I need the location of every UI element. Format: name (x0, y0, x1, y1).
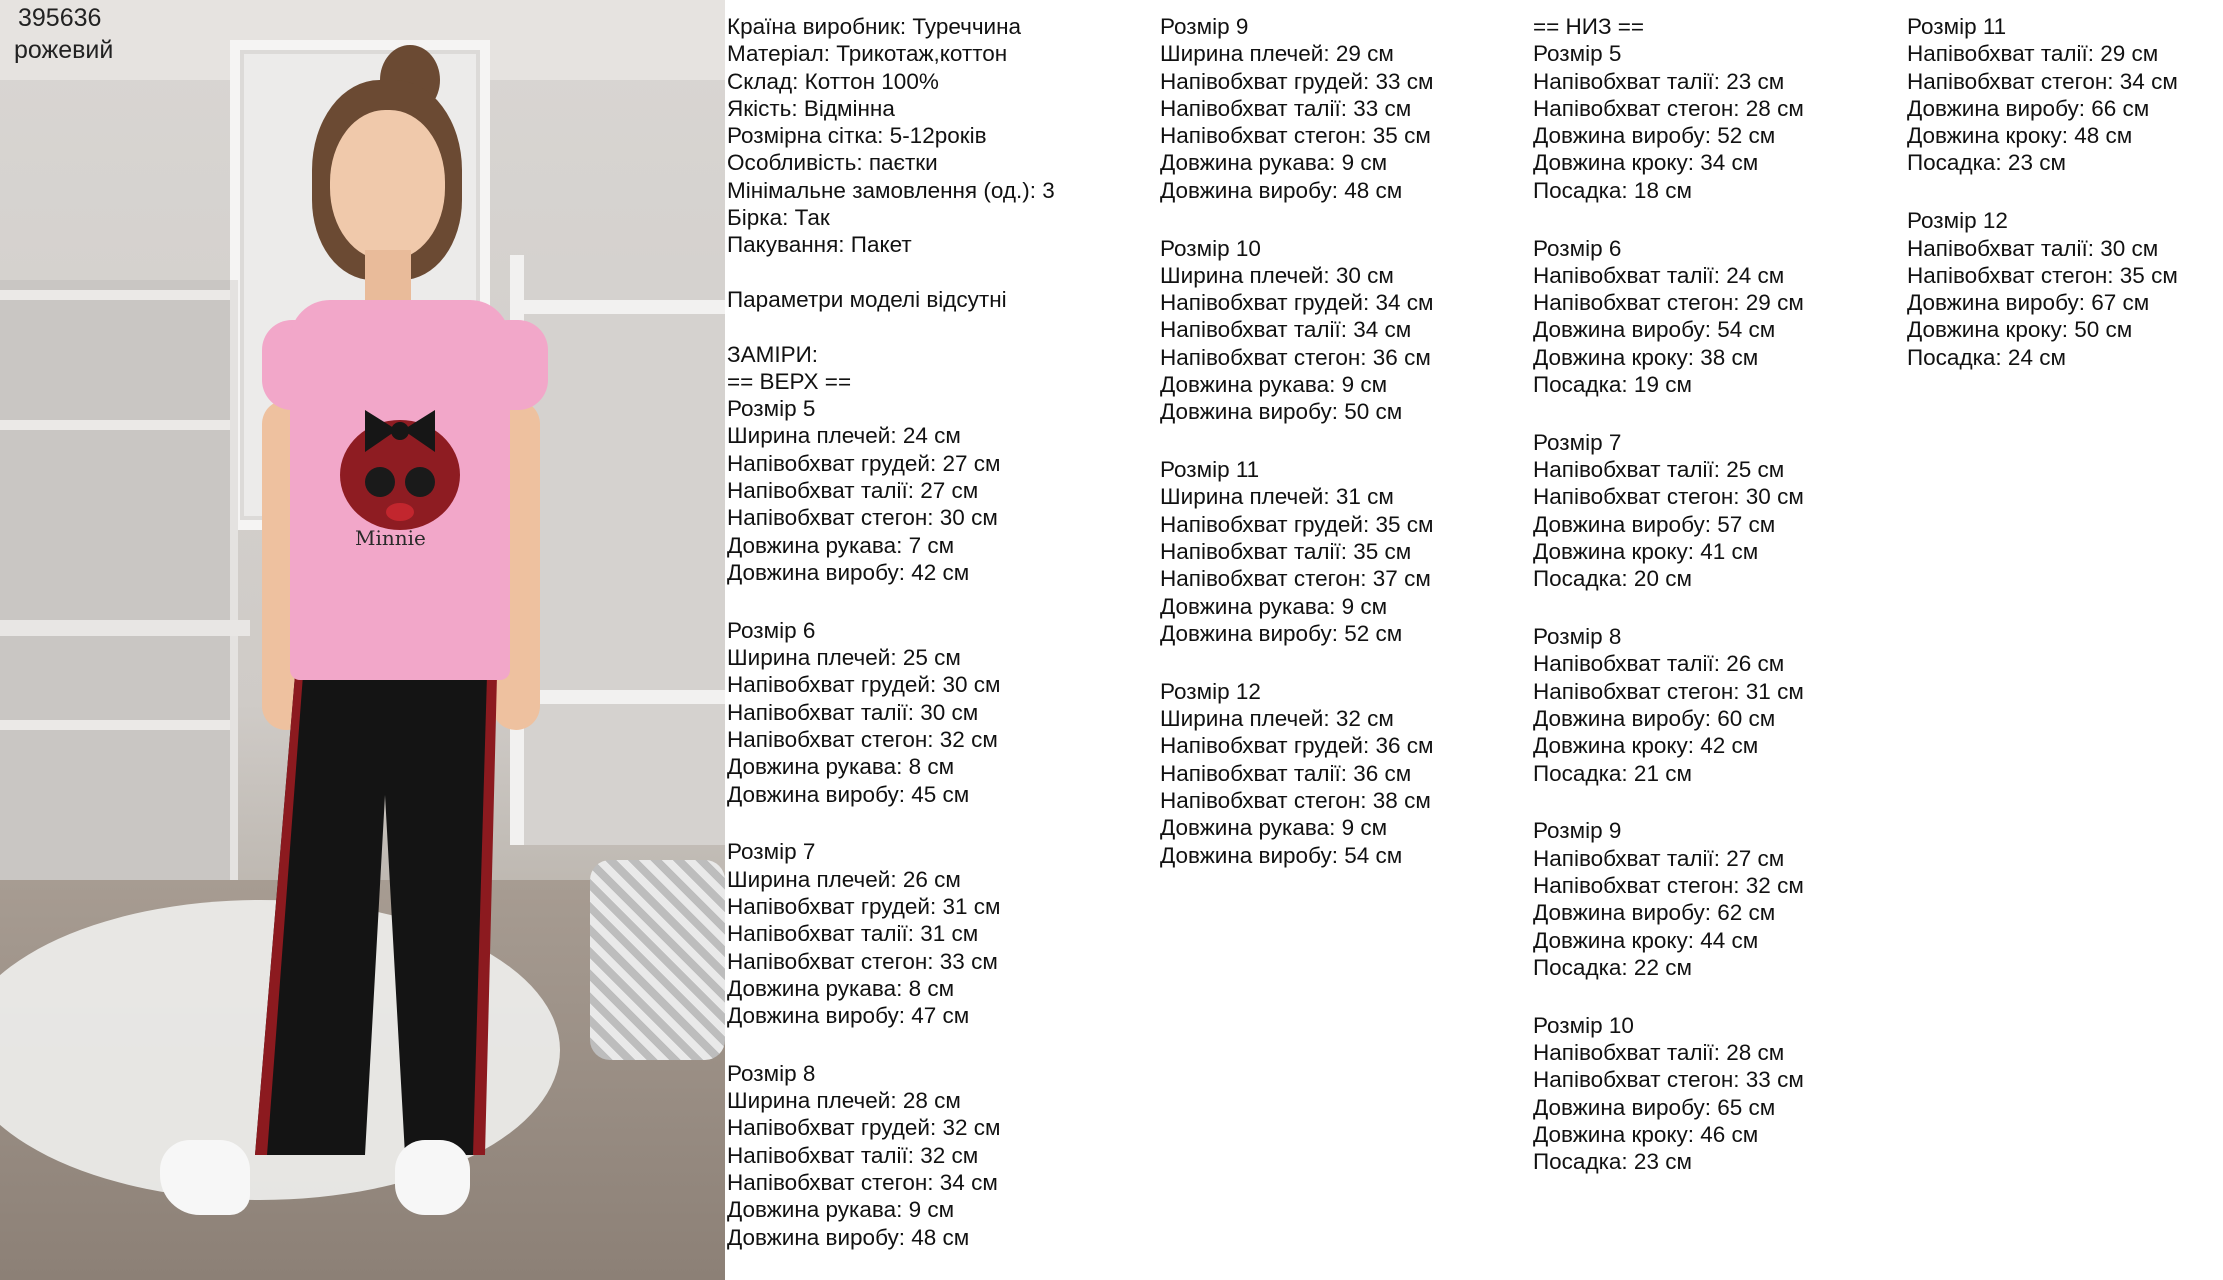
model-sock-left (160, 1140, 250, 1215)
measurement-line: Напівобхват стегон: 30 см (1533, 484, 1804, 510)
size-title: Розмір 12 (1907, 208, 2008, 234)
photo-shelf-unit (0, 280, 238, 890)
measurement-line: Напівобхват грудей: 27 см (727, 450, 1001, 476)
photo-bunk-rail (510, 300, 725, 314)
model-sock-right (395, 1140, 470, 1215)
photo-desk (0, 620, 250, 636)
measurement-line: Посадка: 19 см (1533, 372, 1692, 398)
measurement-line: Напівобхват стегон: 37 см (1160, 566, 1431, 592)
model-leggings (255, 675, 515, 1160)
spacer (1533, 787, 1804, 818)
photo-shelf (0, 420, 230, 430)
measurement-line: Напівобхват стегон: 29 см (1533, 290, 1804, 316)
measurement-line: Ширина плечей: 29 см (1160, 41, 1394, 67)
measurement-line: Напівобхват стегон: 30 см (727, 505, 998, 531)
size-title: Розмір 5 (727, 396, 816, 422)
spacer (727, 1029, 1055, 1060)
measurement-line: Ширина плечей: 26 см (727, 866, 961, 892)
measurement-line: Довжина виробу: 60 см (1533, 706, 1776, 732)
measurement-line: Напівобхват грудей: 30 см (727, 672, 1001, 698)
measurement-line: Напівобхват стегон: 33 см (727, 948, 998, 974)
size-title: Розмір 6 (727, 617, 816, 643)
size-title: Розмір 10 (1533, 1012, 1634, 1038)
size-title: Розмір 8 (1533, 624, 1622, 650)
measurement-line: Довжина виробу: 54 см (1533, 317, 1776, 343)
model-note: Параметри моделі відсутні (727, 286, 1007, 312)
spec-line: Країна виробник: Туреччина (727, 14, 1022, 39)
measurement-line: Напівобхват стегон: 36 см (1160, 344, 1431, 370)
bottom-size-group (1533, 40, 1804, 1175)
measurement-line: Довжина виробу: 54 см (1160, 842, 1403, 868)
measurement-line: Довжина виробу: 52 см (1160, 620, 1403, 646)
spacer (1907, 177, 2178, 208)
measurement-line: Напівобхват стегон: 34 см (1907, 68, 2178, 94)
sequin-print (335, 400, 465, 550)
measurement-line: Напівобхват грудей: 35 см (1160, 511, 1434, 537)
size-title: Розмір 9 (1533, 818, 1622, 844)
measurement-line: Посадка: 22 см (1533, 954, 1692, 980)
spacer (727, 586, 1055, 617)
measurement-line: Довжина кроку: 42 см (1533, 733, 1759, 759)
measurement-line: Напівобхват стегон: 32 см (1533, 873, 1804, 899)
measurement-line: Довжина виробу: 45 см (727, 781, 970, 807)
measurement-line: Напівобхват талії: 36 см (1160, 760, 1412, 786)
product-sku: 395636 (18, 4, 102, 32)
measurement-line: Довжина кроку: 46 см (1533, 1121, 1759, 1147)
measurement-line: Напівобхват талії: 30 см (727, 699, 979, 725)
measurement-line: Напівобхват стегон: 35 см (1907, 262, 2178, 288)
measurement-line: Довжина кроку: 38 см (1533, 344, 1759, 370)
measurement-line: Ширина плечей: 32 см (1160, 706, 1394, 732)
measurement-line: Довжина виробу: 62 см (1533, 900, 1776, 926)
measurement-line: Довжина кроку: 44 см (1533, 927, 1759, 953)
measurement-line: Посадка: 23 см (1533, 1149, 1692, 1175)
spacer (1160, 204, 1434, 235)
measurement-line: Довжина рукава: 9 см (1160, 593, 1388, 619)
measurement-line: Напівобхват талії: 30 см (1907, 235, 2159, 261)
photo-shelf (0, 290, 230, 300)
measurement-line: Напівобхват стегон: 34 см (727, 1170, 998, 1196)
measurement-line: Ширина плечей: 24 см (727, 423, 961, 449)
photo-pouf (590, 860, 725, 1060)
measurement-line: Напівобхват стегон: 35 см (1160, 123, 1431, 149)
measurement-line: Довжина виробу: 66 см (1907, 95, 2150, 121)
top-size-block (727, 395, 1055, 1251)
measurement-line: Довжина рукава: 8 см (727, 975, 955, 1001)
size-title: Розмір 11 (1907, 14, 2007, 39)
measurement-line: Напівобхват талії: 29 см (1907, 41, 2159, 67)
measurement-line: Ширина плечей: 30 см (1160, 262, 1394, 288)
spec-line: Розмірна сітка: 5-12років (727, 123, 987, 149)
measurement-line: Довжина рукава: 9 см (1160, 150, 1388, 176)
specs-column (727, 13, 1055, 1251)
measurement-line: Довжина виробу: 42 см (727, 559, 970, 585)
measurement-line: Напівобхват талії: 32 см (727, 1142, 979, 1168)
spec-line: Мінімальне замовлення (од.): 3 (727, 177, 1055, 203)
measurement-line: Напівобхват талії: 34 см (1160, 317, 1412, 343)
measurement-line: Напівобхват талії: 27 см (1533, 845, 1785, 871)
size-title: Розмір 5 (1533, 41, 1622, 67)
size-title: Розмір 11 (1160, 457, 1260, 483)
bottom-sizes-column-2 (1907, 13, 2178, 371)
measurement-line: Напівобхват стегон: 28 см (1533, 95, 1804, 121)
measurement-line: Довжина кроку: 41 см (1533, 539, 1759, 565)
measurement-line: Довжина виробу: 57 см (1533, 511, 1776, 537)
bottom-heading: == НИЗ == (1533, 14, 1645, 39)
measurement-line: Напівобхват талії: 25 см (1533, 457, 1785, 483)
measurement-line: Посадка: 18 см (1533, 177, 1692, 203)
measurement-line: Довжина кроку: 50 см (1907, 317, 2133, 343)
measurement-line: Довжина виробу: 48 см (727, 1224, 970, 1250)
measurement-line: Напівобхват грудей: 33 см (1160, 68, 1434, 94)
measurement-line: Напівобхват талії: 35 см (1160, 539, 1412, 565)
measurement-line: Напівобхват талії: 24 см (1533, 262, 1785, 288)
product-photo (0, 0, 725, 1280)
photo-bunk-rail (510, 690, 725, 704)
spacer (727, 313, 1055, 340)
measurement-line: Напівобхват грудей: 34 см (1160, 290, 1434, 316)
measurement-line: Напівобхват талії: 27 см (727, 478, 979, 504)
measurement-line: Довжина рукава: 9 см (1160, 815, 1388, 841)
spacer (1533, 593, 1804, 624)
spec-line: Матеріал: Трикотаж,коттон (727, 41, 1008, 67)
measurement-line: Довжина виробу: 48 см (1160, 177, 1403, 203)
measurement-line: Посадка: 20 см (1533, 566, 1692, 592)
measurement-line: Напівобхват талії: 23 см (1533, 68, 1785, 94)
product-color-name: рожевий (14, 36, 114, 64)
spacer (1533, 981, 1804, 1012)
spacer (727, 259, 1055, 286)
measurement-line: Напівобхват грудей: 32 см (727, 1115, 1001, 1141)
measurement-line: Напівобхват грудей: 31 см (727, 893, 1001, 919)
spacer (727, 808, 1055, 839)
measurement-line: Довжина виробу: 65 см (1533, 1094, 1776, 1120)
measurement-line: Напівобхват стегон: 32 см (727, 726, 998, 752)
size-title: Розмір 8 (727, 1060, 816, 1086)
size-title: Розмір 10 (1160, 235, 1261, 261)
bottom-sizes-column (1533, 13, 1804, 1175)
measurement-line: Посадка: 24 см (1907, 344, 2066, 370)
spacer (1533, 398, 1804, 429)
measurement-line: Довжина рукава: 9 см (1160, 372, 1388, 398)
measurement-line: Довжина рукава: 8 см (727, 754, 955, 780)
spec-line: Особливість: паєтки (727, 150, 938, 176)
spec-line: Якість: Відмінна (727, 95, 895, 121)
measurement-line: Довжина виробу: 47 см (727, 1003, 970, 1029)
model-face (330, 110, 445, 260)
print-text: Minnie (355, 526, 426, 550)
measurement-line: Напівобхват талії: 26 см (1533, 651, 1785, 677)
top-heading: == ВЕРХ == (727, 368, 852, 394)
measurement-line: Ширина плечей: 31 см (1160, 484, 1394, 510)
spacer (1533, 204, 1804, 235)
measurement-line: Напівобхват талії: 31 см (727, 921, 979, 947)
measurement-line: Напівобхват стегон: 31 см (1533, 678, 1804, 704)
photo-shelf (0, 720, 230, 730)
size-title: Розмір 7 (1533, 429, 1622, 455)
measurement-line: Напівобхват стегон: 38 см (1160, 787, 1431, 813)
spacer (1160, 426, 1434, 457)
measurement-line: Ширина плечей: 28 см (727, 1088, 961, 1114)
measurement-line: Довжина кроку: 34 см (1533, 150, 1759, 176)
size-title: Розмір 7 (727, 839, 816, 865)
measurement-line: Напівобхват стегон: 33 см (1533, 1067, 1804, 1093)
measurement-line: Довжина виробу: 67 см (1907, 290, 2150, 316)
measurement-line: Довжина виробу: 52 см (1533, 123, 1776, 149)
size-title: Розмір 6 (1533, 235, 1622, 261)
measurement-line: Ширина плечей: 25 см (727, 645, 961, 671)
spacer (1160, 647, 1434, 678)
measurement-line: Посадка: 23 см (1907, 150, 2066, 176)
size-title: Розмір 12 (1160, 678, 1261, 704)
spec-line: Бірка: Так (727, 205, 830, 231)
measurement-line: Довжина виробу: 50 см (1160, 399, 1403, 425)
model-neck (365, 250, 411, 305)
size-title: Розмір 9 (1160, 14, 1249, 39)
measurement-line: Посадка: 21 см (1533, 760, 1692, 786)
top-sizes-column (1160, 13, 1434, 869)
measurement-line: Напівобхват талії: 33 см (1160, 95, 1412, 121)
measurement-line: Довжина рукава: 9 см (727, 1197, 955, 1223)
spec-line: Пакування: Пакет (727, 232, 912, 258)
measurement-line: Довжина кроку: 48 см (1907, 123, 2133, 149)
measurement-line: Напівобхват грудей: 36 см (1160, 733, 1434, 759)
spec-line: Склад: Коттон 100% (727, 68, 939, 94)
measurement-line: Напівобхват талії: 28 см (1533, 1040, 1785, 1065)
measurement-line: Довжина рукава: 7 см (727, 532, 955, 558)
measurements-title: ЗАМІРИ: (727, 341, 819, 367)
